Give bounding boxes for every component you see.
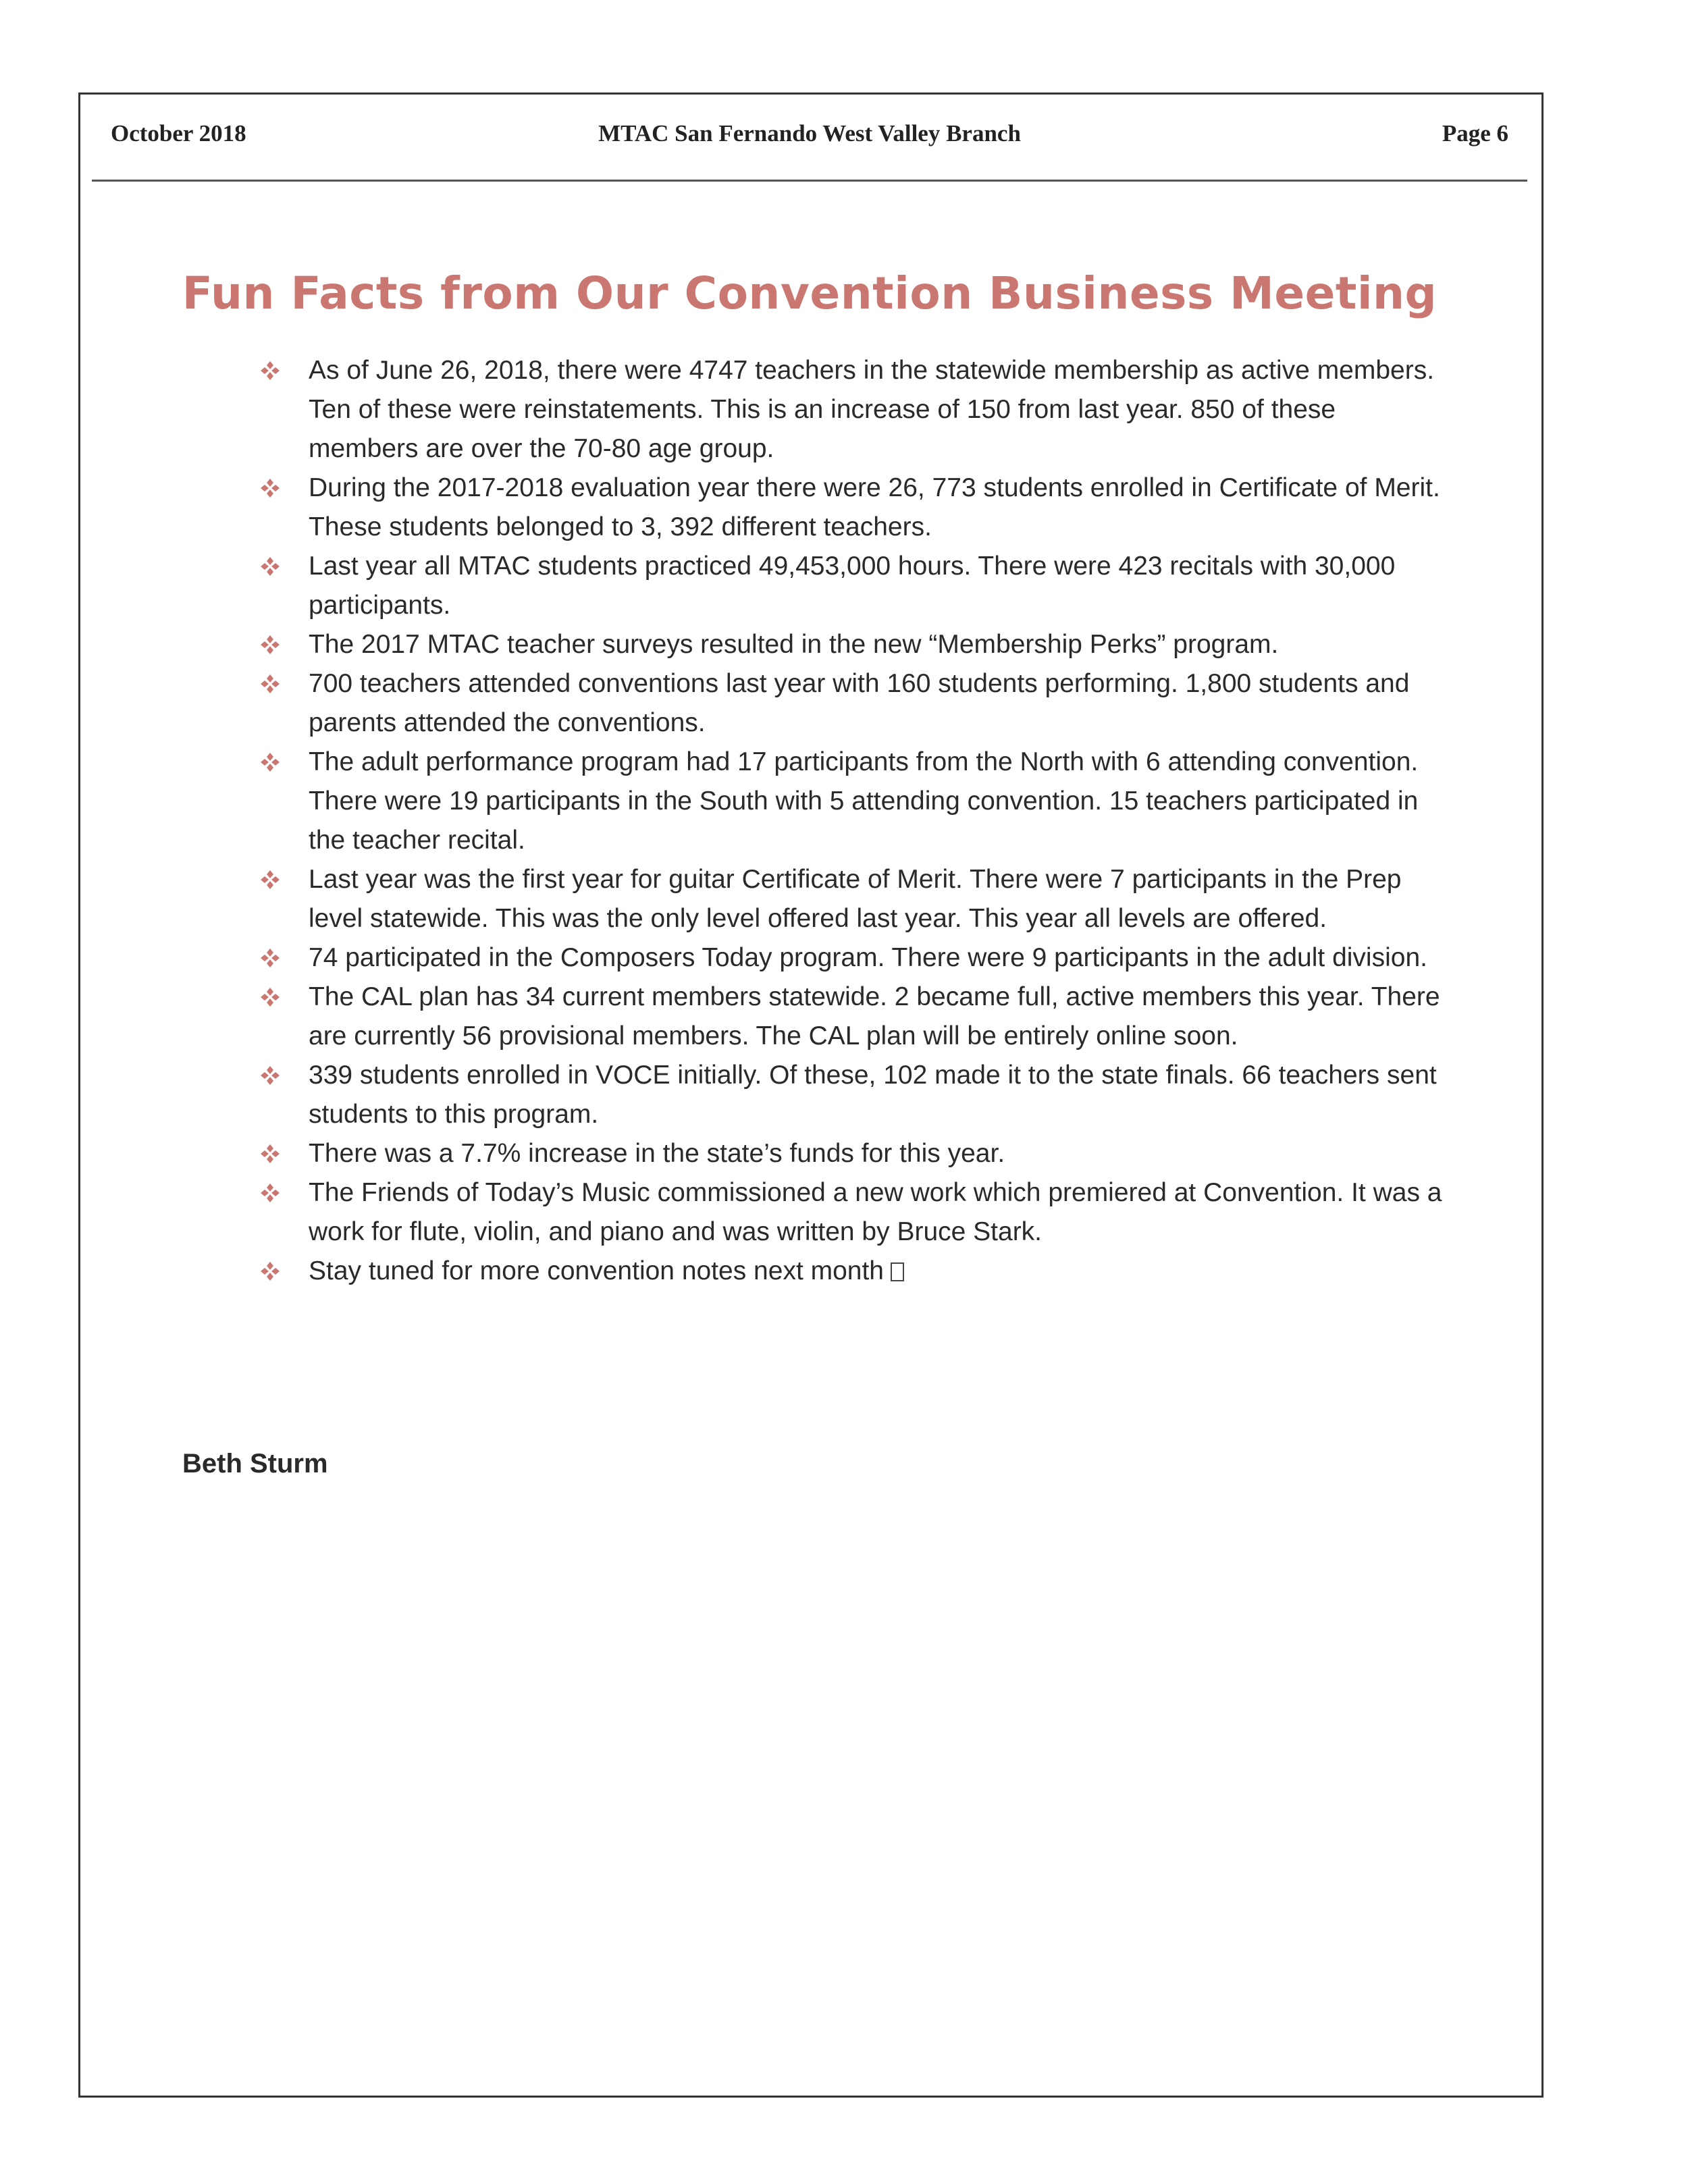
list-item [260,978,1448,1056]
diamond-cluster-icon [260,948,280,968]
fact-text: Last year was the first year for guitar Certificate of Merit. There were 7 participants in the Prep level statewide. This was the only level offered last year. This year all levels are offered. [309,865,1402,933]
facts-list [260,351,1448,1291]
diamond-cluster-icon [260,674,280,694]
list-item [260,351,1448,469]
header-page-number: Page 6 [1442,120,1508,147]
fact-text: During the 2017-2018 evaluation year there were 26, 773 students enrolled in Certificate of Merit. These students belonged to 3, 392 different teachers. [309,473,1440,541]
fact-text: The 2017 MTAC teacher surveys resulted in the new “Membership Perks” program. [309,630,1279,659]
diamond-cluster-icon [260,1065,280,1086]
diamond-cluster-icon [260,1144,280,1164]
list-item [260,664,1448,743]
page-header [111,120,1508,158]
diamond-cluster-icon [260,752,280,772]
header-branch: MTAC San Fernando West Valley Branch [598,120,1021,147]
fact-text: There was a 7.7% increase in the state’s funds for this year. [309,1139,1005,1168]
diamond-cluster-icon [260,870,280,890]
list-item [260,1173,1448,1252]
diamond-cluster-icon [260,635,280,655]
list-item [260,625,1448,664]
diamond-cluster-icon [260,1183,280,1203]
article-title: Fun Facts from Our Convention Business Meeting [182,267,1438,320]
fact-text: 339 students enrolled in VOCE initially. Of these, 102 made it to the state finals. 66 teachers sent students to this program. [309,1061,1437,1129]
diamond-cluster-icon [260,478,280,498]
empty-box-icon [891,1262,904,1281]
fact-text: Stay tuned for more convention notes next month [309,1256,885,1285]
list-item [260,1134,1448,1173]
author-signature: Beth Sturm [182,1449,328,1479]
list-item [260,860,1448,938]
fact-text: As of June 26, 2018, there were 4747 teachers in the statewide membership as active members. Ten of these were reinstatements. This is an increase of 150 from last year. 850 of these members are over the 70-80 age group. [309,356,1435,463]
header-divider [92,180,1527,182]
header-date: October 2018 [111,120,246,147]
list-item [260,547,1448,625]
list-item [260,938,1448,978]
fact-text: Last year all MTAC students practiced 49,453,000 hours. There were 423 recitals with 30,000 participants. [309,552,1396,620]
fact-text: The adult performance program had 17 participants from the North with 6 attending convention. There were 19 participants in the South with 5 attending convention. 15 teachers participated in the teacher recital. [309,747,1419,855]
diamond-cluster-icon [260,556,280,577]
fact-text: The CAL plan has 34 current members statewide. 2 became full, active members this year. There are currently 56 provisional members. The CAL plan will be entirely online soon. [309,982,1440,1050]
list-item [260,743,1448,860]
fact-text: 74 participated in the Composers Today program. There were 9 participants in the adult division. [309,943,1427,972]
list-item [260,469,1448,547]
diamond-cluster-icon [260,361,280,381]
list-item [260,1056,1448,1134]
fact-text: 700 teachers attended conventions last year with 160 students performing. 1,800 students and parents attended the conventions. [309,669,1410,737]
diamond-cluster-icon [260,1261,280,1281]
list-item [260,1252,1448,1291]
fact-text: The Friends of Today’s Music commissioned a new work which premiered at Convention. It was a work for flute, violin, and piano and was written by Bruce Stark. [309,1178,1442,1246]
diamond-cluster-icon [260,987,280,1007]
